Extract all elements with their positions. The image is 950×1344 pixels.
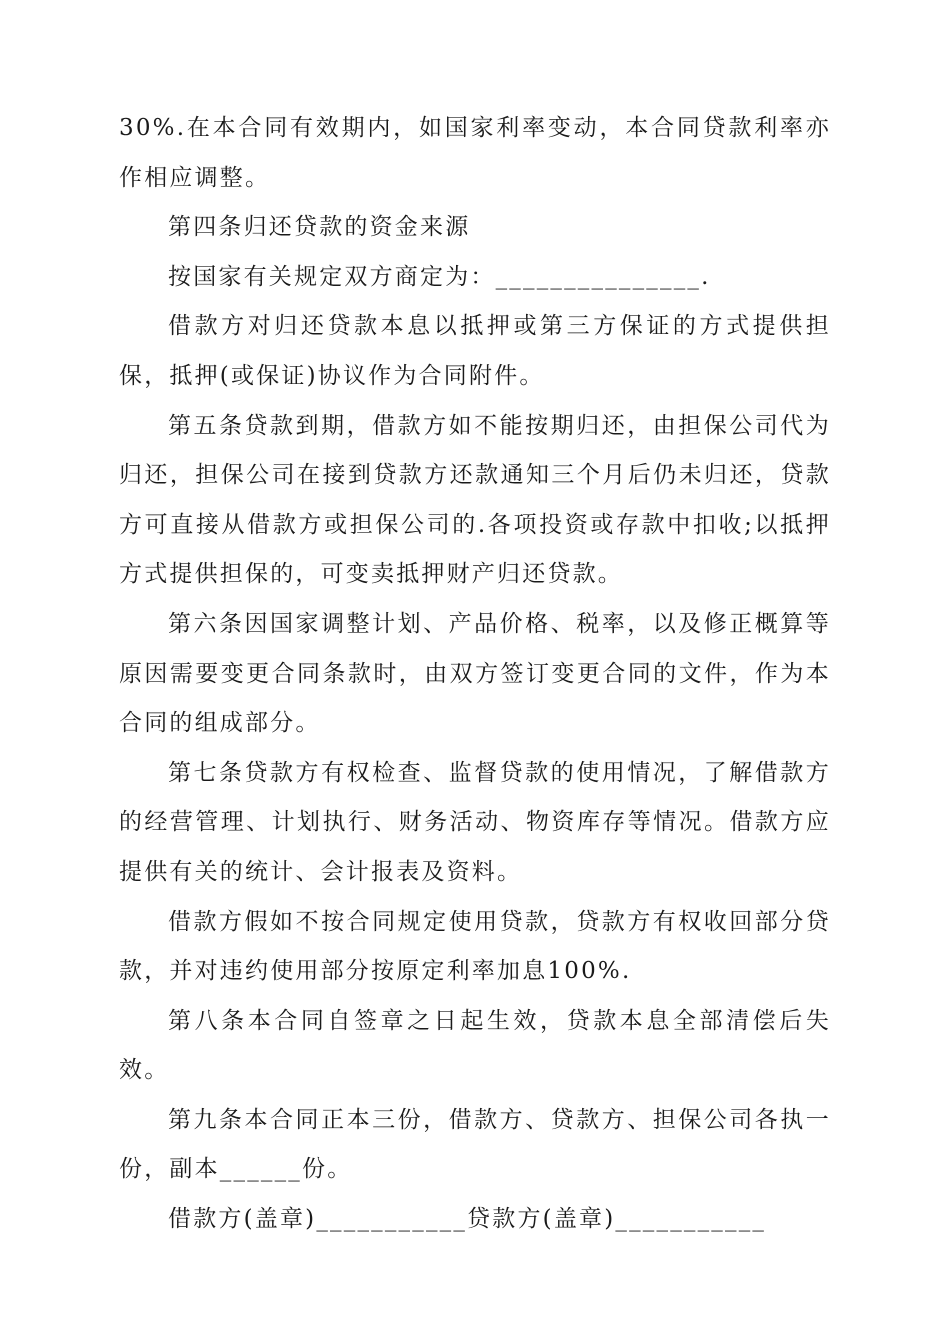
article-5: 第五条贷款到期，借款方如不能按期归还，由担保公司代为归还，担保公司在接到贷款方还款通知三个月后仍未归还，贷款方可直接从借款方或担保公司的.各项投资或存款中扣收;以抵押方式提供担保的，可变卖抵押财产归还贷款。	[119, 412, 831, 588]
paragraph-guarantee: 借款方对归还贷款本息以抵押或第三方保证的方式提供担保，抵押(或保证)协议作为合同附件。	[119, 313, 831, 389]
paragraph-penalty: 借款方假如不按合同规定使用贷款，贷款方有权收回部分贷款，并对违约使用部分按原定利率加息100%.	[119, 908, 831, 985]
article-7: 第七条贷款方有权检查、监督贷款的使用情况，了解借款方的经营管理、计划执行、财务活动、物资库存等情况。借款方应提供有关的统计、会计报表及资料。	[119, 759, 831, 885]
document-page	[119, 104, 831, 1245]
article-8: 第八条本合同自签章之日起生效，贷款本息全部清偿后失效。	[119, 1007, 831, 1084]
article-4-title: 第四条归还贷款的资金来源	[168, 214, 471, 241]
paragraph-rate-adjust: 30%.在本合同有效期内，如国家利率变动，本合同贷款利率亦作相应调整。	[119, 115, 831, 191]
article-6: 第六条因国家调整计划、产品价格、税率，以及修正概算等原因需要变更合同条款时，由双方签订变更合同的文件，作为本合同的组成部分。	[119, 610, 831, 737]
article-4-body: 按国家有关规定双方商定为：_______________.	[168, 263, 711, 290]
signature-line: 借款方(盖章)___________贷款方(盖章)___________	[168, 1206, 767, 1233]
article-9: 第九条本合同正本三份，借款方、贷款方、担保公司各执一份，副本______份。	[119, 1106, 831, 1183]
